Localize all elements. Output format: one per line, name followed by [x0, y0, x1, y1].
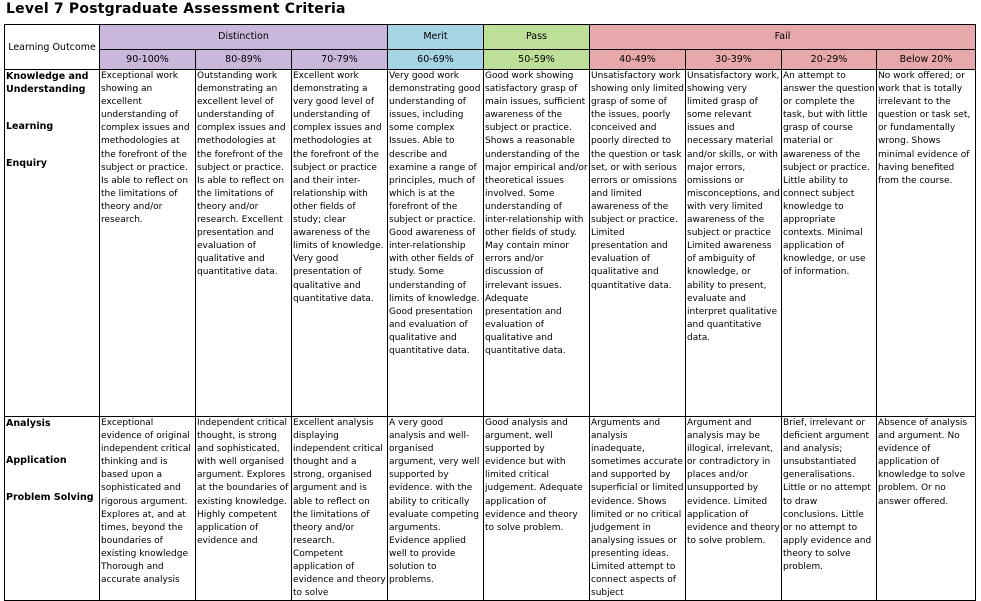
- band-pass: Pass: [484, 25, 590, 50]
- range-80-89: 80-89%: [196, 50, 292, 70]
- criteria-cell: Unsatisfactory work, showing very limited grasp of some relevant issues and necessary material and/or skills, or with major errors, omissions or misconceptions, and with very limited awareness of the subject or practice Limited awareness of ambiguity of knowledge, or ability to present, evaluate and interpret qualitative and quantitative data.: [686, 70, 782, 417]
- learning-outcome-header: Learning Outcome: [5, 25, 100, 70]
- criteria-cell: A very good analysis and well-organised argument, very well supported by evidence. with the ability to critically evaluate competing arguments. Evidence applied well to provide solution to problems.: [388, 417, 484, 601]
- assessment-criteria-table: [4, 24, 976, 601]
- criteria-cell: Excellent work demonstrating a very good level of understanding of complex issues and methodologies at the forefront of the subject or practice and their inter-relationship with other fields of study; clear awareness of the limits of knowledge. Very good presentation of qualitative and quantitative data.: [292, 70, 388, 417]
- range-30-39: 30-39%: [686, 50, 782, 70]
- range-40-49: 40-49%: [590, 50, 686, 70]
- criteria-cell: Very good work demonstrating good understanding of issues, including some complex Issues. Able to describe and examine a range of principles, much of which is at the forefront of the subject or practice. Good awareness of inter-relationship with other fields of study. Some understanding of limits of knowledge. Good presentation and evaluation of qualitative and quantitative data.: [388, 70, 484, 417]
- outcome-cell-analysis: [5, 417, 100, 601]
- range-50-59: 50-59%: [484, 50, 590, 70]
- range-below-20: Below 20%: [877, 50, 976, 70]
- outcome-knowledge-understanding: Knowledge and Understanding: [6, 71, 89, 95]
- outcome-problem-solving: Problem Solving: [6, 492, 94, 503]
- criteria-cell: Argument and analysis may be illogical, irrelevant, or contradictory in places and/or unsupported by evidence. Limited application of evidence and theory to solve problem.: [686, 417, 782, 601]
- table-row: [5, 417, 976, 601]
- criteria-cell: Arguments and analysis inadequate, sometimes accurate and supported by superficial or limited evidence. Shows limited or no critical judgement in analysing issues or presenting ideas. Limited attempt to connect aspects of subject: [590, 417, 686, 601]
- criteria-cell: An attempt to answer the question or complete the task, but with little grasp of course material or awareness of the subject or practice. Little ability to connect subject knowledge to appropriate contexts. Minimal application of knowledge, or use of information.: [782, 70, 877, 417]
- band-fail: Fail: [590, 25, 976, 50]
- band-distinction: Distinction: [100, 25, 388, 50]
- outcome-cell-knowledge: [5, 70, 100, 417]
- outcome-application: Application: [6, 455, 67, 466]
- outcome-learning: Learning: [6, 121, 54, 132]
- criteria-cell: Excellent analysis displaying independent critical thought and a strong, organised argument and is able to reflect on the limitations of theory and/or research. Competent application of evidence and theory to solve: [292, 417, 388, 601]
- criteria-cell: Absence of analysis and argument. No evidence of application of knowledge to solve problem. Or no answer offered.: [877, 417, 976, 601]
- criteria-cell: Unsatisfactory work showing only limited grasp of some of the issues, poorly conceived and poorly directed to the question or task set, or with serious errors or omissions and limited awareness of the subject or practice. Limited presentation and evaluation of qualitative and quantitative data.: [590, 70, 686, 417]
- range-70-79: 70-79%: [292, 50, 388, 70]
- outcome-analysis: Analysis: [6, 418, 51, 429]
- criteria-cell: Good analysis and argument, well supported by evidence but with limited critical judgement. Adequate application of evidence and theory to solve problem.: [484, 417, 590, 601]
- outcome-enquiry: Enquiry: [6, 158, 47, 169]
- criteria-cell: Good work showing satisfactory grasp of main issues, sufficient awareness of the subject or practice. Shows a reasonable understanding of the major empirical and/or theoretical issues involved. Some understanding of inter-relationship with other fields of study. May contain minor errors and/or discussion of irrelevant issues. Adequate presentation and evaluation of qualitative and quantitative data.: [484, 70, 590, 417]
- range-20-29: 20-29%: [782, 50, 877, 70]
- criteria-cell: Independent critical thought, is strong and sophisticated, with well organised argument. Explores at the boundaries of existing knowledge. Highly competent application of evidence and: [196, 417, 292, 601]
- band-header-row: [5, 25, 976, 50]
- page-title: Level 7 Postgraduate Assessment Criteria: [6, 1, 346, 17]
- criteria-cell: Brief, irrelevant or deficient argument and analysis; unsubstantiated generalisations. Little or no attempt to draw conclusions. Little or no attempt to apply evidence and theory to solve problem.: [782, 417, 877, 601]
- band-merit: Merit: [388, 25, 484, 50]
- criteria-cell: No work offered; or work that is totally irrelevant to the question or task set, or fundamentally wrong. Shows minimal evidence of having benefited from the course.: [877, 70, 976, 417]
- criteria-cell: Exceptional evidence of original independent critical thinking and is based upon a sophisticated and rigorous argument. Explores at, and at times, beyond the boundaries of existing knowledge Thorough and accurate analysis: [100, 417, 196, 601]
- table-row: [5, 70, 976, 417]
- criteria-cell: Exceptional work showing an excellent understanding of complex issues and methodologies at the forefront of the subject or practice. Is able to reflect on the limitations of theory and/or research.: [100, 70, 196, 417]
- range-60-69: 60-69%: [388, 50, 484, 70]
- criteria-cell: Outstanding work demonstrating an excellent level of understanding of complex issues and methodologies at the forefront of the subject or practice. Is able to reflect on the limitations of theory and/or research. Excellent presentation and evaluation of qualitative and quantitative data.: [196, 70, 292, 417]
- range-90-100: 90-100%: [100, 50, 196, 70]
- range-header-row: [5, 50, 976, 70]
